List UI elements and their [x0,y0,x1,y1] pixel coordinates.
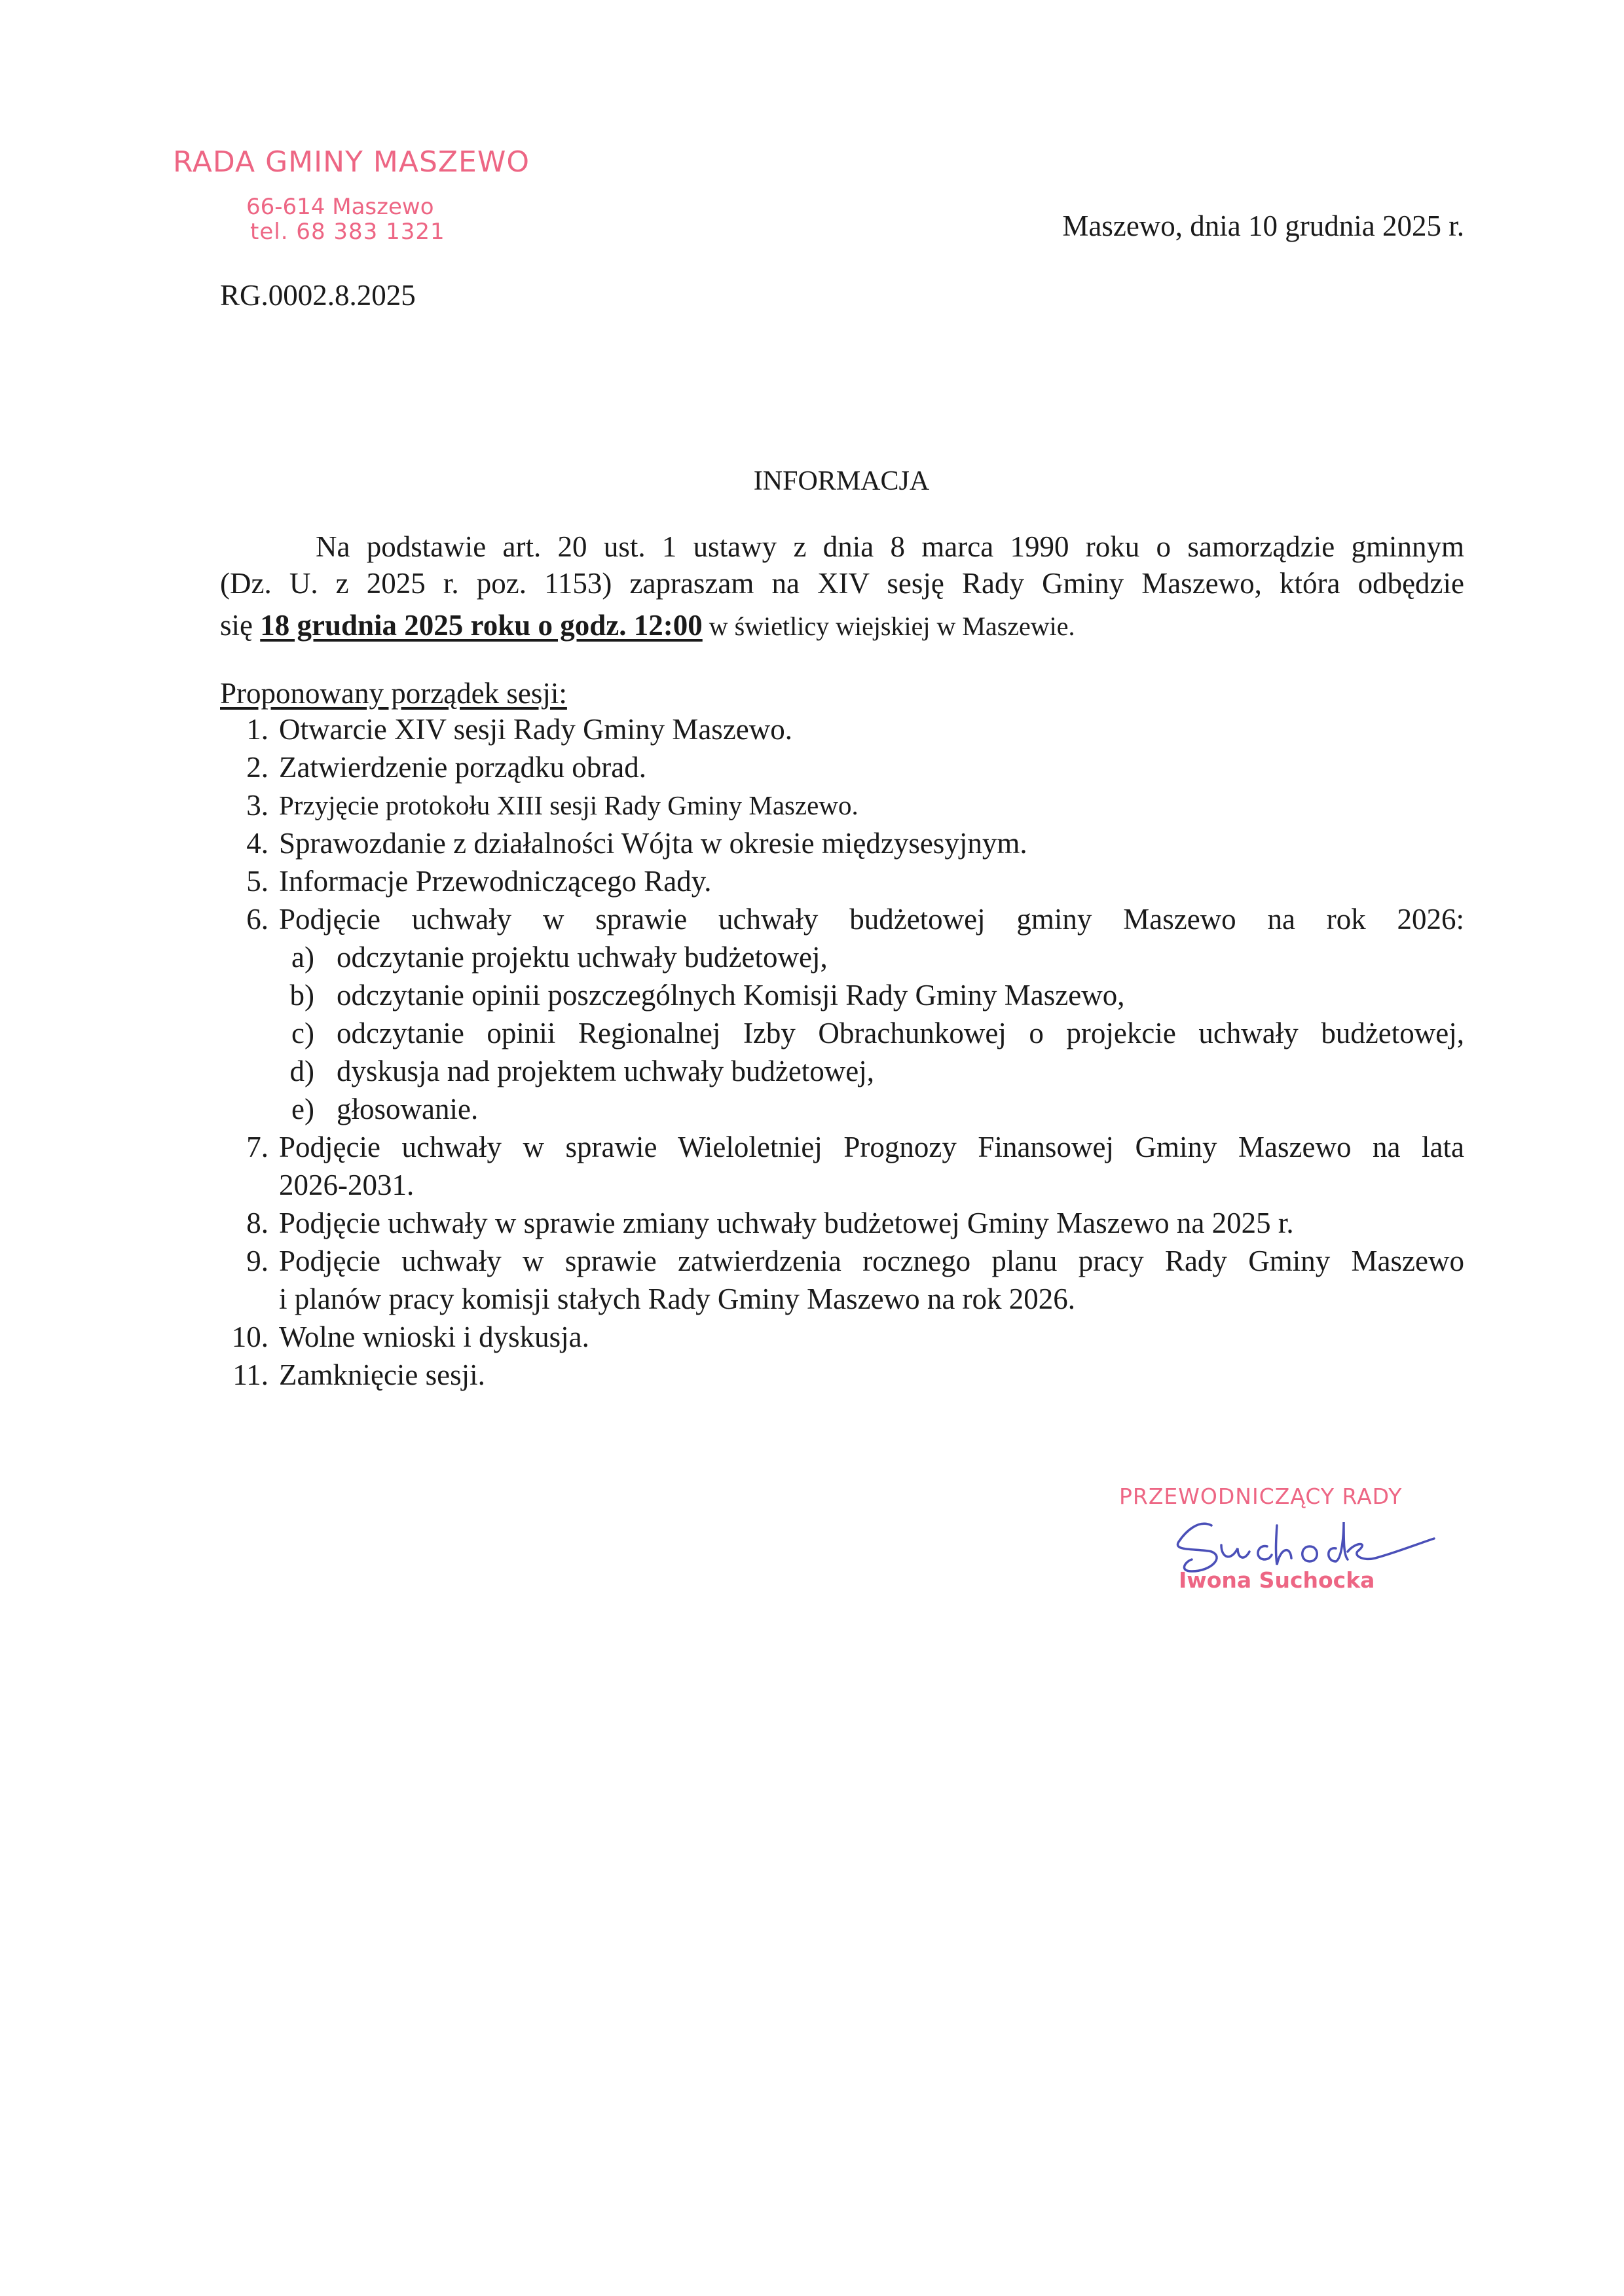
agenda-item-number: 11. [232,1358,268,1391]
stamp-council-name: RADA GMINY MASZEWO [173,145,530,179]
agenda-item-text: głosowanie. [337,1093,479,1125]
agenda-item-text: 2026-2031. [279,1169,415,1201]
agenda-item [0,1356,1624,1394]
agenda-item-number: a) [291,941,314,974]
agenda-item-text: dyskusja nad projektem uchwały budżetowej, [337,1055,875,1087]
agenda-item [0,900,1624,938]
agenda-item [0,1166,1624,1204]
intro-text: się [220,609,261,642]
agenda-item-text: odczytanie opinii poszczególnych Komisji Rady Gminy Maszewo, [337,979,1125,1011]
agenda-item-text: i planów pracy komisji stałych Rady Gminy Maszewo na rok 2026. [279,1283,1076,1315]
agenda-item [0,1318,1624,1356]
reference-number: RG.0002.8.2025 [220,279,416,312]
agenda-item-text: Podjęcie uchwały w sprawie zmiany uchwały budżetowej Gminy Maszewo na 2025 r. [279,1207,1294,1239]
agenda-item [0,1204,1624,1242]
agenda-item-number: 5. [246,865,268,898]
agenda-item-text: odczytanie opinii Regionalnej Izby Obrachunkowej o projekcie uchwały budżetowej, [337,1017,1464,1049]
agenda-item-number: 10. [231,1321,268,1353]
agenda-item-text: odczytanie projektu uchwały budżetowej, [337,941,828,974]
agenda-item-text: Podjęcie uchwały w sprawie zatwierdzenia rocznego planu pracy Rady Gminy Maszewo [279,1245,1464,1277]
agenda-item-number: 4. [246,827,268,860]
agenda-item [0,1090,1624,1128]
agenda-item [0,1014,1624,1052]
agenda-item-text: Zamknięcie sesji. [279,1358,485,1391]
agenda-item-number: 1. [246,713,268,746]
agenda-item [0,710,1624,748]
session-date-time: 18 grudnia 2025 roku o godz. 12:00 [260,609,703,642]
agenda-heading: Proponowany porządek sesji: [220,677,567,710]
place-date: Maszewo, dnia 10 grudnia 2025 r. [1062,210,1464,242]
agenda-item-number: 3. [246,789,268,822]
agenda-item [0,862,1624,900]
intro-line-3 [220,606,1075,646]
agenda-item-number: c) [291,1017,314,1049]
agenda-item [0,938,1624,976]
agenda-item [0,1052,1624,1090]
agenda-item-number: 9. [246,1245,268,1277]
agenda-item-number: b) [289,979,314,1011]
agenda-item [0,976,1624,1014]
stamp-phone: tel. 68 383 1321 [250,219,445,245]
agenda-item-number: 6. [246,903,268,936]
agenda-item-number: 8. [246,1207,268,1239]
agenda-item [0,786,1624,824]
agenda-item-text: Przyjęcie protokołu XIII sesji Rady Gminy Maszewo. [279,790,858,820]
agenda-item-text: Podjęcie uchwały w sprawie Wieloletniej Prognozy Finansowej Gminy Maszewo na lata [279,1131,1464,1163]
agenda-item [0,748,1624,786]
agenda-item-text: Podjęcie uchwały w sprawie uchwały budżetowej gminy Maszewo na rok 2026: [279,903,1464,936]
agenda-item-number: d) [289,1055,314,1087]
agenda-item-text: Otwarcie XIV sesji Rady Gminy Maszewo. [279,713,793,746]
agenda-item-text: Wolne wnioski i dyskusja. [279,1321,589,1353]
agenda-item [0,1128,1624,1166]
agenda-item [0,1280,1624,1318]
agenda-item [0,1242,1624,1280]
agenda-item-text: Informacje Przewodniczącego Rady. [279,865,712,898]
stamp-signatory-name: Iwona Suchocka [1179,1567,1375,1593]
stamp-address: 66-614 Maszewo [246,194,434,220]
stamp-role: PRZEWODNICZĄCY RADY [1119,1484,1403,1509]
agenda-item-number: 7. [246,1131,268,1163]
intro-line-1: Na podstawie art. 20 ust. 1 ustawy z dnia 8 marca 1990 roku o samorządzie gminnym [316,530,1464,563]
intro-line-2: (Dz. U. z 2025 r. poz. 1153) zapraszam na XIV sesję Rady Gminy Maszewo, która odbędzie [220,567,1464,600]
agenda-item [0,824,1624,862]
document-title: INFORMACJA [753,466,930,496]
agenda-item-text: Sprawozdanie z działalności Wójta w okresie międzysesyjnym. [279,827,1027,860]
agenda-item-number: e) [291,1093,314,1125]
intro-text: w świetlicy wiejskiej w Maszewie. [702,611,1075,641]
agenda-item-text: Zatwierdzenie porządku obrad. [279,751,646,784]
agenda-item-number: 2. [246,751,268,784]
